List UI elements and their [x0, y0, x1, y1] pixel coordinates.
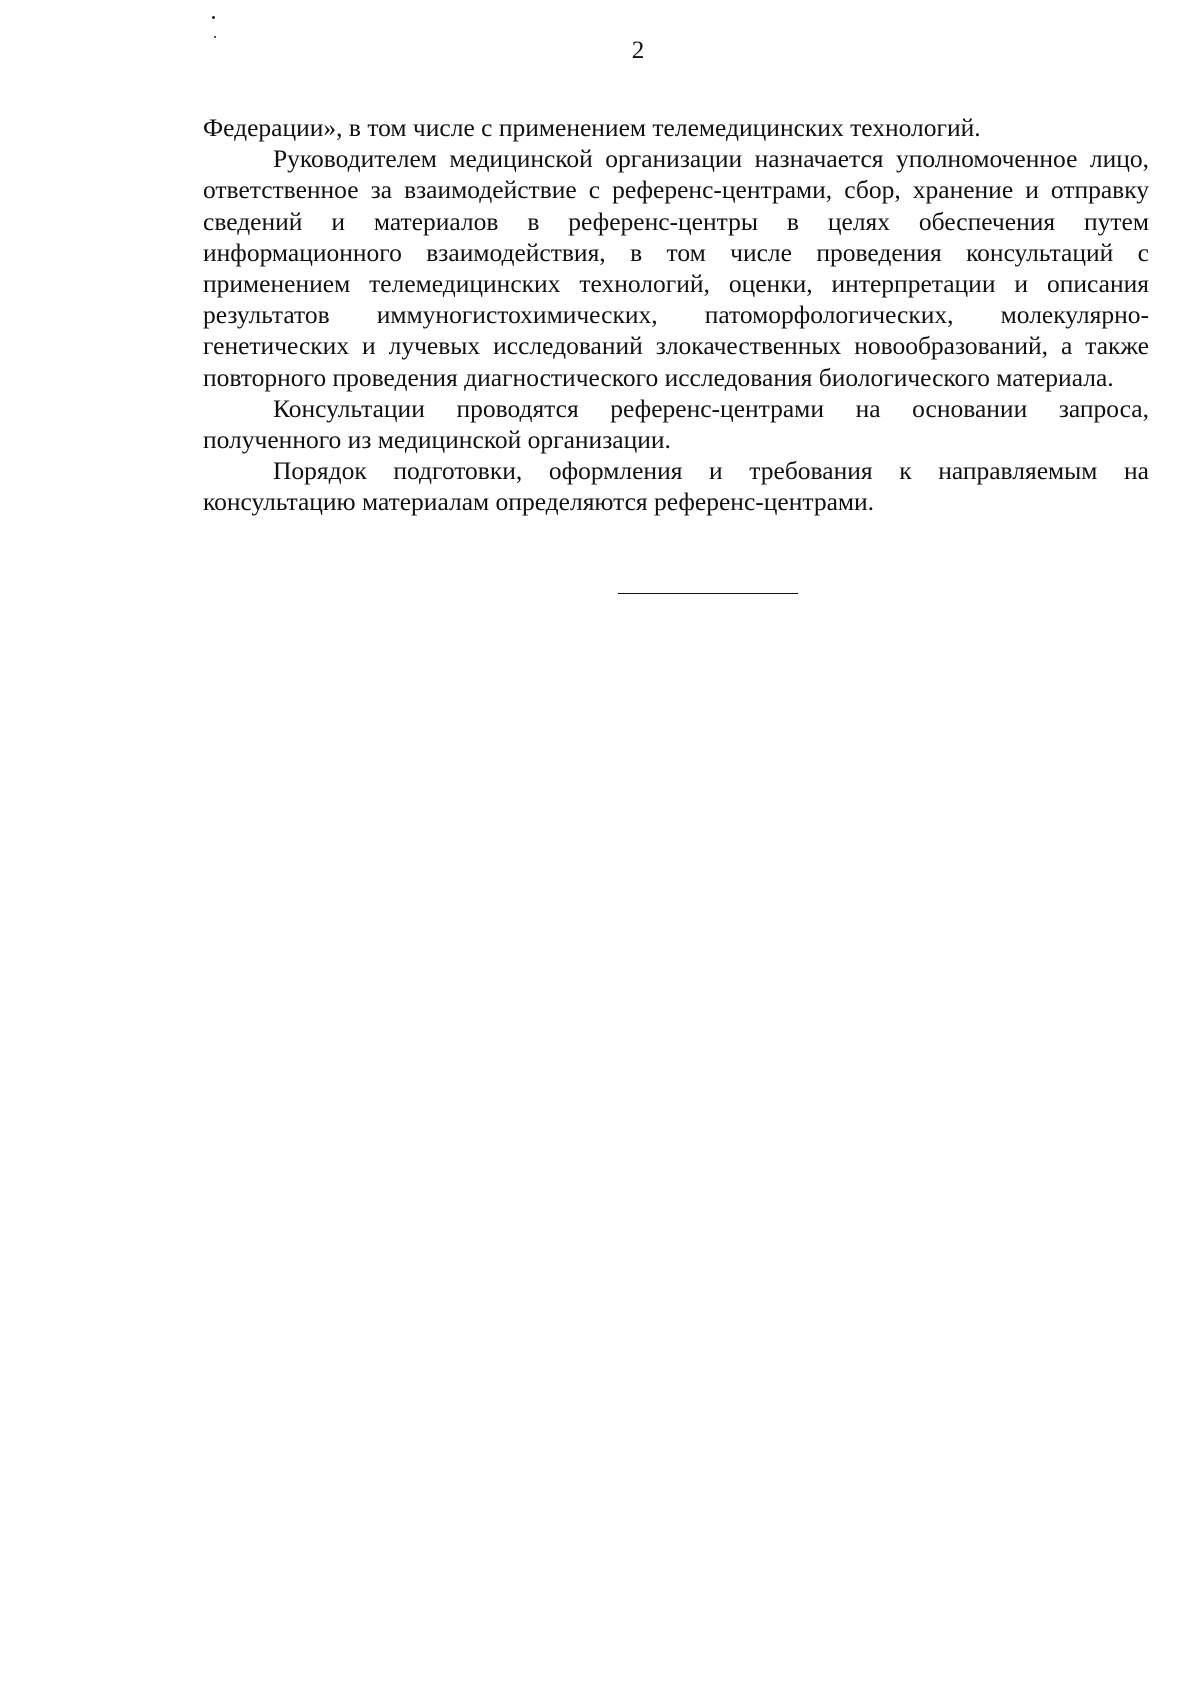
paragraph-preparation-order: Порядок подготовки, оформления и требования к направляемым на консультацию материалам определяются референс-центрами. [203, 456, 1149, 517]
page-number: 2 [631, 37, 645, 64]
end-of-document-rule [618, 593, 798, 594]
paragraph-consultations: Консультации проводятся референс-центрами на основании запроса, полученного из медицинской организации. [203, 393, 1149, 455]
paragraph-federation-continuation: Федерации», в том числе с применением телемедицинских технологий. [203, 113, 981, 142]
scan-dot [212, 16, 215, 19]
paragraph-responsible-person: Руководителем медицинской организации назначается уполномоченное лицо, ответственное за взаимодействие с референс-центрами, сбор, хранение и отправку сведений и материалов в референс-центры в целях обеспечения путем информационного взаимодействия, в том числе проведения консультаций с применением телемедицинских технологий, оценки, интерпретации и описания результатов иммуногистохимических, патоморфологических, молекулярно-генетических и лучевых исследований злокачественных новообразований, а также повторного проведения диагностического исследования биологического материала. [203, 144, 1149, 392]
document-body [203, 112, 1149, 518]
